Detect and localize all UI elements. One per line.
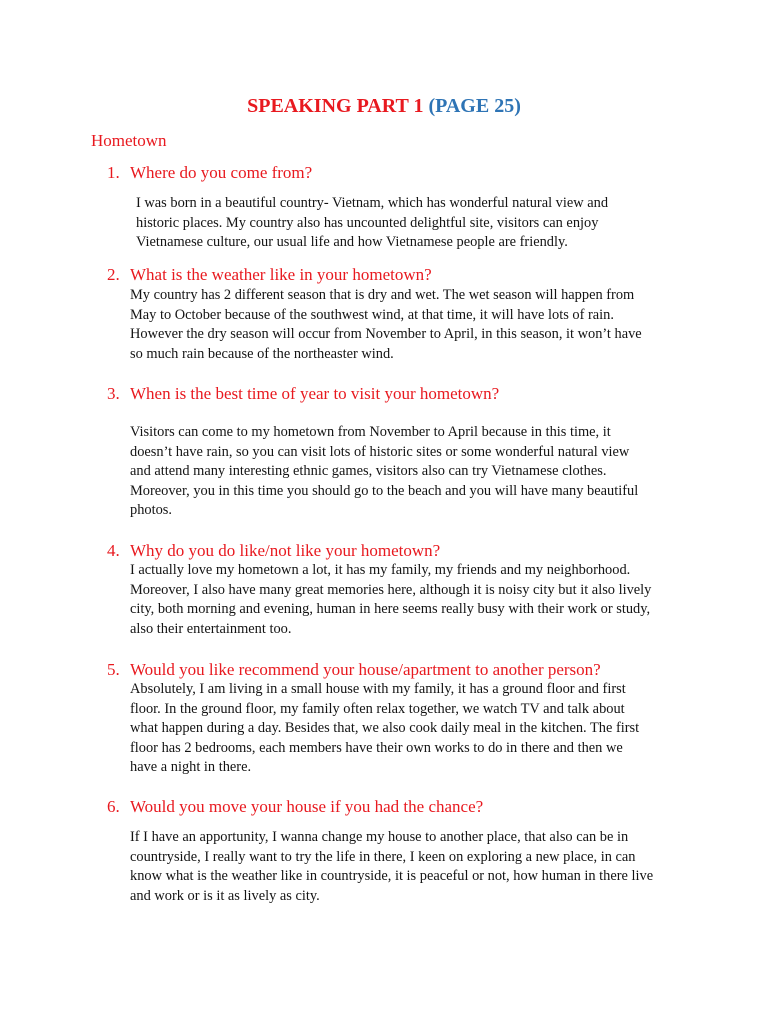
question-3 (107, 383, 499, 405)
question-number: 3. (107, 384, 120, 403)
question-text: Where do you come from? (130, 163, 313, 182)
answer-line: Visitors can come to my hometown from November to April because in this time, it (130, 424, 611, 440)
answer-line: and work or is it as lively as city. (130, 887, 320, 904)
answer-line: also their entertainment too. (130, 620, 292, 637)
question-number: 2. (107, 265, 120, 284)
answer-line: If I have an apportunity, I wanna change my house to another place, that also can be in (130, 829, 629, 845)
answer-line: My country has 2 different season that is dry and wet. The wet season will happen from (130, 287, 635, 303)
answer-line: photos. (130, 502, 172, 518)
answer-line: Moreover, I also have many great memories here, although it is noisy city but it also lively (130, 581, 652, 598)
question-5 (107, 659, 601, 681)
answer-line: floor. In the ground floor, my family often relax together, we watch TV and talk about (130, 700, 625, 717)
question-text: Why do you do like/not like your hometown? (130, 541, 441, 560)
answer-line: and attend many interesting ethnic games, visitors also can try Vietnamese clothes. (130, 463, 607, 479)
answer-line: countryside, I really want to try the life in there, I keen on exploring a new place, in can (130, 848, 636, 865)
answer-5 (130, 680, 690, 778)
question-text: Would you move your house if you had the chance? (130, 797, 484, 816)
answer-line: what happen during a day. Besides that, we also cook daily meal in the kitchen. The first (130, 720, 640, 736)
answer-line: May to October because of the southwest wind, at that time, it will have lots of rain. (130, 306, 614, 323)
answer-line: know what is the weather like in countryside, it is peaceful or not, how human in there live (130, 868, 654, 884)
question-text: When is the best time of year to visit your hometown? (130, 384, 500, 403)
question-number: 5. (107, 660, 120, 679)
answer-line: doesn’t have rain, so you can visit lots of historic sites or some wonderful natural view (130, 443, 630, 460)
question-2 (107, 264, 432, 286)
answer-2 (130, 286, 690, 364)
answer-line: Moreover, you in this time you should go to the beach and you will have many beautiful (130, 482, 639, 499)
answer-6 (130, 828, 690, 906)
answer-3 (130, 423, 690, 521)
question-number: 1. (107, 163, 120, 182)
answer-line: I actually love my hometown a lot, it has my family, my friends and my neighborhood. (130, 562, 631, 578)
question-1 (107, 162, 312, 184)
answer-4 (130, 561, 690, 639)
answer-line: floor has 2 bedrooms, each members have their own works to do in there and then we (130, 739, 623, 756)
question-text: Would you like recommend your house/apartment to another person? (130, 660, 601, 679)
answer-line: have a night in there. (130, 759, 252, 775)
answer-line: Absolutely, I am living in a small house with my family, it has a ground floor and first (130, 681, 626, 697)
question-4 (107, 540, 440, 562)
answer-1 (136, 194, 696, 253)
answer-line: historic places. My country also has uncounted delightful site, visitors can enjoy (136, 214, 599, 231)
answer-line: so much rain because of the northeaster wind. (130, 345, 394, 362)
answer-line: However the dry season will occur from November to April, in this season, it won’t have (130, 326, 642, 342)
section-heading: Hometown (91, 131, 167, 150)
answer-line: Vietnamese culture, our usual life and how Vietnamese people are friendly. (136, 234, 568, 250)
title-main: SPEAKING PART 1 (247, 95, 429, 117)
question-6 (107, 796, 483, 818)
page-title (0, 94, 768, 118)
answer-line: I was born in a beautiful country- Vietnam, which has wonderful natural view and (136, 195, 609, 211)
question-number: 4. (107, 541, 120, 560)
question-text: What is the weather like in your hometown? (130, 265, 432, 284)
question-number: 6. (107, 797, 120, 816)
title-page-ref: (PAGE 25) (428, 95, 521, 117)
answer-line: city, both morning and evening, human in here seems really busy with their work or study, (130, 601, 651, 617)
